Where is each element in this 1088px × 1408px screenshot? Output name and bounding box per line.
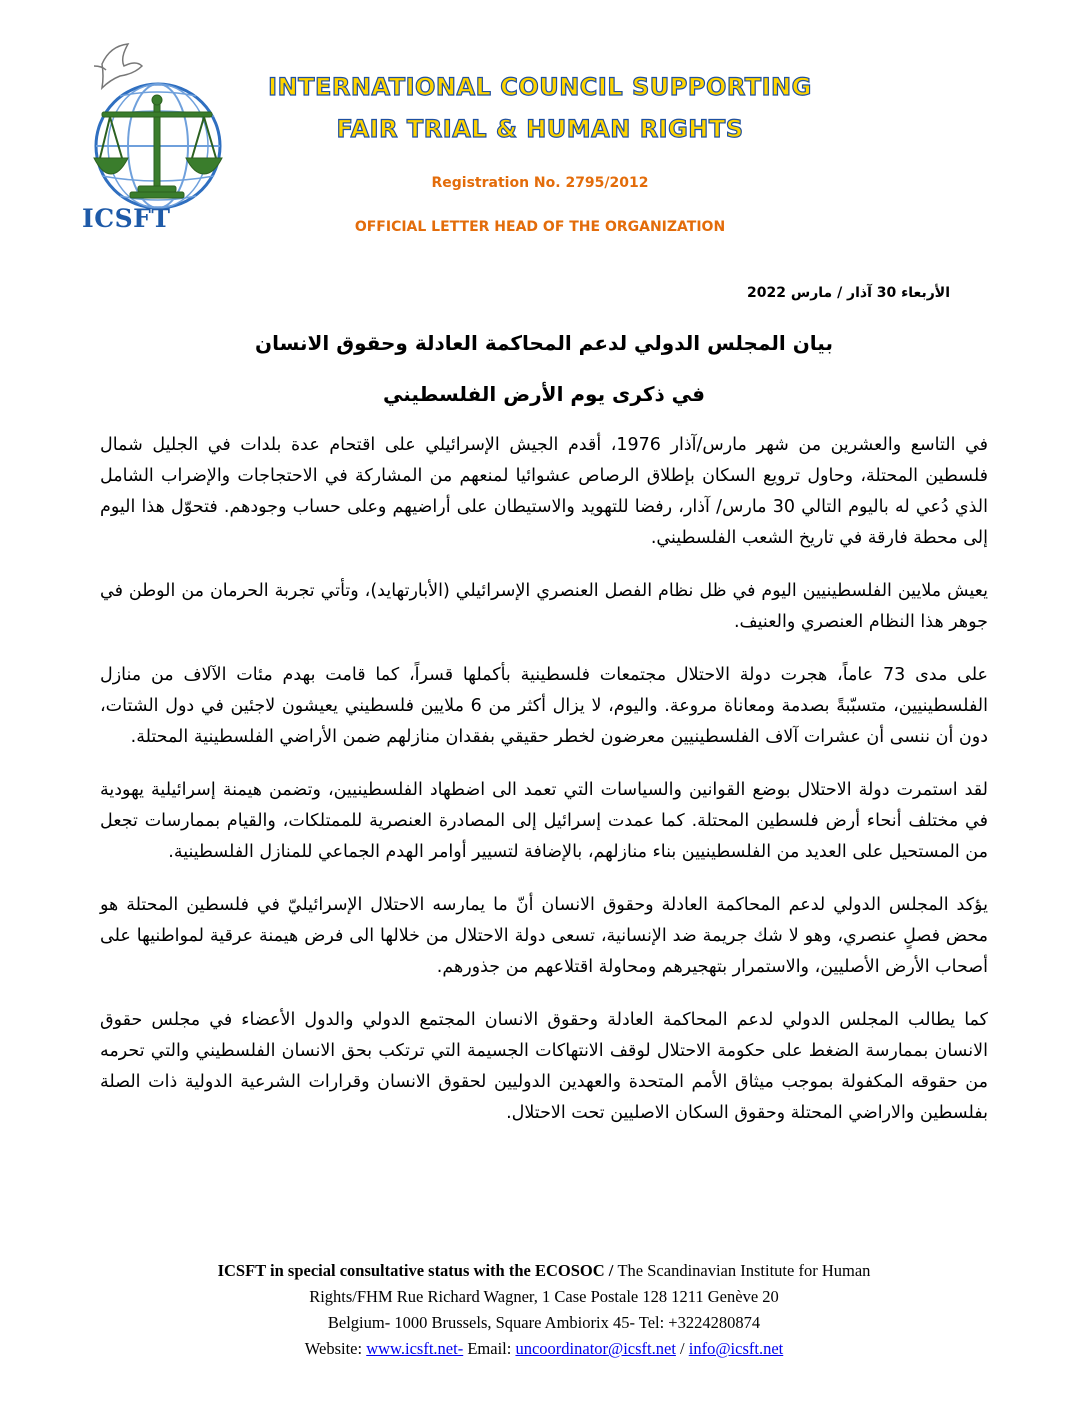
- footer: [100, 1258, 988, 1362]
- email-separator: /: [675, 1339, 689, 1358]
- dove-icon: [94, 44, 142, 88]
- paragraph: كما يطالب المجلس الدولي لدعم المحاكمة العادلة وحقوق الانسان المجتمع الدولي والدول الأعضاء في مجلس حقوق الانسان بممارسة الضغط على حكومة الاحتلال لوقف الانتهاكات الجسيمة التي ترتكب بحق الانسان الفلسطيني والتي تحرمه من حقوقه المكفولة بموجب ميثاق الأمم المتحدة والعهدين الدوليين لحقوق الانسان وقرارات الشرعية الدولية ذات الصلة بفلسطين والاراضي المحتلة وحقوق السكان الاصليين تحت الاحتلال.: [100, 1010, 988, 1123]
- paragraph: يعيش ملايين الفلسطينيين اليوم في ظل نظام الفصل العنصري الإسرائيلي (الأبارتهايد)، وتأتي تجربة الحرمان من الوطن في جوهر هذا النظام العنصري والعنيف.: [100, 581, 988, 632]
- org-name-line1: INTERNATIONAL COUNCIL SUPPORTING: [268, 73, 812, 101]
- footer-line4: [100, 1336, 988, 1362]
- logo-text: ICSFT: [82, 204, 171, 233]
- footer-line3: Belgium- 1000 Brussels, Square Ambiorix 45- Tel: +3224280874: [327, 1313, 761, 1332]
- email-link-coordinator[interactable]: uncoordinator@icsft.net: [515, 1339, 676, 1358]
- email-label: Email:: [463, 1339, 516, 1358]
- letter-body: [100, 430, 988, 1151]
- letter-date: الأربعاء 30 آذار / مارس 2022: [747, 285, 950, 301]
- footer-line2: Rights/FHM Rue Richard Wagner, 1 Case Postale 128 1211 Genève 20: [309, 1287, 779, 1306]
- org-name-line2: FAIR TRIAL & HUMAN RIGHTS: [336, 115, 744, 143]
- paragraph: على مدى 73 عاماً، هجرت دولة الاحتلال مجتمعات فلسطينية بأكملها قسراً، كما قامت بهدم مئات الآلاف من منازل الفلسطينيين، متسبّبةً بصدمة ومعاناة مروعة. واليوم، لا يزال أكثر من 6 ملايين فلسطيني يعيشون لاجئين في دول الشتات، دون أن ننسى أن عشرات آلاف الفلسطينيين معرضون لخطر حقيقي بفقدان منازلهم ضمن الأراضي الفلسطينية المحتلة.: [100, 665, 988, 747]
- official-letterhead-label: OFFICIAL LETTER HEAD OF THE ORGANIZATION: [354, 219, 726, 235]
- email-link-info[interactable]: info@icsft.net: [688, 1339, 784, 1358]
- consultative-status: ICSFT in special consultative status with the ECOSOC /: [217, 1261, 618, 1280]
- statement-subtitle: في ذكرى يوم الأرض الفلسطيني: [382, 382, 706, 406]
- website-label: Website:: [304, 1339, 367, 1358]
- paragraph: يؤكد المجلس الدولي لدعم المحاكمة العادلة وحقوق الانسان أنّ ما يمارسه الاحتلال الإسرائيليّ في فلسطين المحتلة هو محض فصلٍ عنصري، وهو لا شك جريمة ضد الإنسانية، تسعى دولة الاحتلال من خلالها الى فرض هيمنة عرقية لمواطنيها على أصحاب الأرض الأصليين، والاستمرار بتهجيرهم ومحاولة اقتلاعهم من جذورهم.: [100, 895, 988, 977]
- paragraph: لقد استمرت دولة الاحتلال بوضع القوانين والسياسات التي تعمد الى اضطهاد الفلسطينيين، وتضمن هيمنة إسرائيلية يهودية في مختلف أنحاء أرض فلسطين المحتلة. كما عمدت إسرائيل إلى المصادرة العنصرية للممتلكات، والقيام بممارسات تجعل من المستحيل على العديد من الفلسطينيين بناء منازلهم، بالإضافة لتسيير أوامر الهدم الجماعي للمنازل الفلسطينية.: [100, 780, 988, 862]
- statement-title: بيان المجلس الدولي لدعم المحاكمة العادلة وحقوق الانسان: [255, 331, 833, 355]
- paragraph: في التاسع والعشرين من شهر مارس/آذار 1976، أقدم الجيش الإسرائيلي على اقتحام عدة بلدات في الجليل شمال فلسطين المحتلة، وحاول ترويع السكان بإطلاق الرصاص عشوائيا لمنعهم من المشاركة في الاحتجاجات والإضراب الشامل الذي دُعي له باليوم التالي 30 مارس/ آذار، رفضا للتهويد والاستيطان على أراضيهم وعلى حساب وجودهم. فتحوّل هذا اليوم إلى محطة فارقة في تاريخ الشعب الفلسطيني.: [100, 435, 988, 548]
- website-link[interactable]: www.icsft.net-: [366, 1339, 464, 1358]
- institute-name: The Scandinavian Institute for Human: [617, 1261, 871, 1280]
- footer-line1: [100, 1258, 988, 1284]
- registration-number: Registration No. 2795/2012: [431, 175, 649, 191]
